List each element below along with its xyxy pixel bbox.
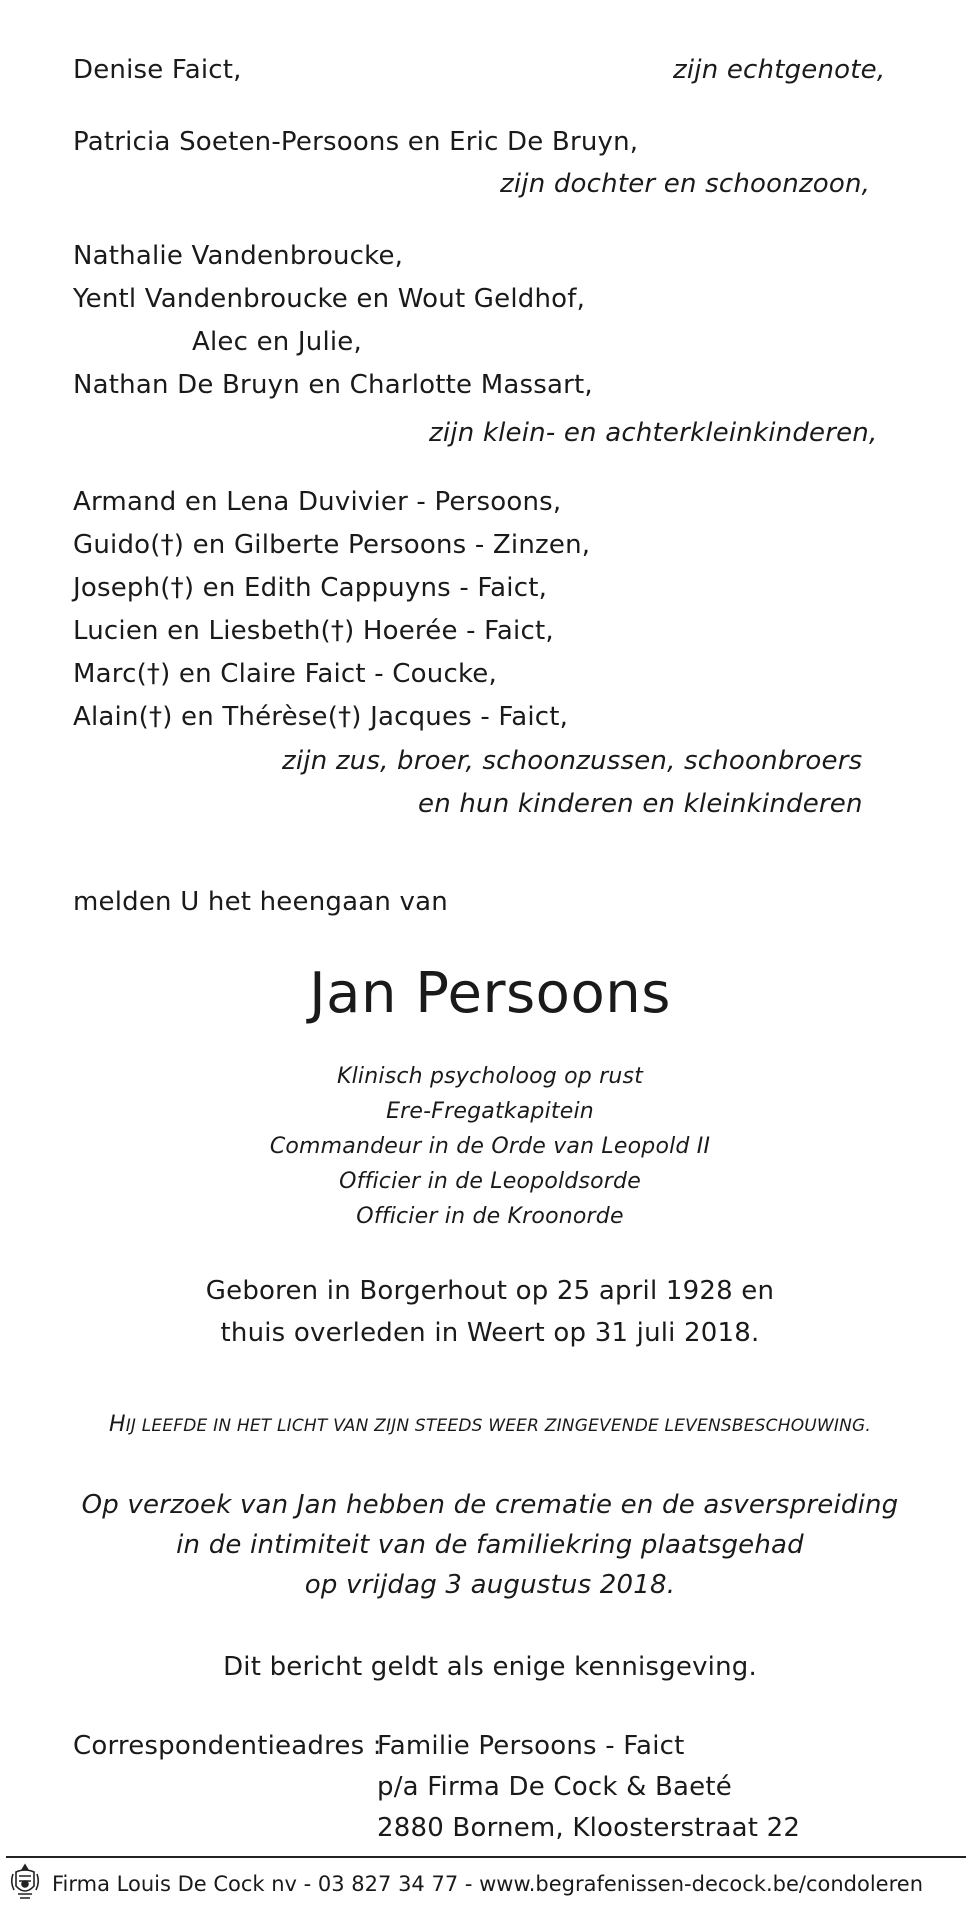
spouse-role: zijn echtgenote,: [673, 55, 886, 85]
deceased-title: Officier in de Kroonorde: [356, 1204, 624, 1229]
correspondence-line: p/a Firma De Cock & Baeté: [377, 1772, 732, 1802]
correspondence-label: Correspondentieadres :: [73, 1731, 382, 1761]
grandchild-line: Nathalie Vandenbroucke,: [73, 241, 404, 271]
sibling-line: Lucien en Liesbeth(†) Hoerée - Faict,: [73, 616, 554, 646]
siblings-role-line: zijn zus, broer, schoonzussen, schoonbroers: [282, 746, 863, 776]
footer-divider: [6, 1856, 966, 1858]
grandchild-line: Nathan De Bruyn en Charlotte Massart,: [73, 370, 593, 400]
notice-text: Dit bericht geldt als enige kennisgeving.: [223, 1652, 757, 1682]
siblings-role-line: en hun kinderen en kleinkinderen: [418, 789, 863, 819]
announcement-text: melden U het heengaan van: [73, 887, 448, 917]
cremation-line: in de intimiteit van de familiekring plaatsgehad: [176, 1530, 804, 1560]
motto-first-letter: H: [108, 1412, 126, 1437]
sibling-line: Armand en Lena Duvivier - Persoons,: [73, 487, 562, 517]
correspondence-line: Familie Persoons - Faict: [377, 1731, 685, 1761]
death-line: thuis overleden in Weert op 31 juli 2018.: [220, 1318, 760, 1348]
children-role: zijn dochter en schoonzoon,: [500, 169, 871, 199]
correspondence-line: 2880 Bornem, Kloosterstraat 22: [377, 1813, 801, 1843]
sibling-line: Alain(†) en Thérèse(†) Jacques - Faict,: [73, 702, 569, 732]
children-names: Patricia Soeten-Persoons en Eric De Bruyn,: [73, 127, 639, 157]
grandchildren-role: zijn klein- en achterkleinkinderen,: [429, 418, 878, 448]
sibling-line: Guido(†) en Gilberte Persoons - Zinzen,: [73, 530, 591, 560]
deceased-name: Jan Persoons: [309, 961, 671, 1026]
deceased-title: Klinisch psycholoog op rust: [336, 1064, 644, 1089]
funeral-home-crest-icon: [8, 1862, 42, 1904]
motto: [0, 1414, 980, 1436]
cremation-line: op vrijdag 3 augustus 2018.: [304, 1570, 676, 1600]
deceased-title: Ere-Fregatkapitein: [386, 1099, 594, 1124]
sibling-line: Marc(†) en Claire Faict - Coucke,: [73, 659, 497, 689]
motto-rest: IJ LEEFDE IN HET LICHT VAN ZIJN STEEDS WEER ZINGEVENDE LEVENSBESCHOUWING.: [125, 1416, 872, 1436]
grandchild-line: Alec en Julie,: [192, 327, 362, 357]
sibling-line: Joseph(†) en Edith Cappuyns - Faict,: [73, 573, 548, 603]
footer-contact: Firma Louis De Cock nv - 03 827 34 77 - www.begrafenissen-decock.be/condoleren: [52, 1872, 924, 1896]
deceased-title: Officier in de Leopoldsorde: [339, 1169, 641, 1194]
grandchild-line: Yentl Vandenbroucke en Wout Geldhof,: [73, 284, 586, 314]
cremation-line: Op verzoek van Jan hebben de crematie en de asverspreiding: [81, 1490, 899, 1520]
birth-line: Geboren in Borgerhout op 25 april 1928 en: [205, 1276, 775, 1306]
deceased-title: Commandeur in de Orde van Leopold II: [269, 1134, 711, 1159]
spouse-name: Denise Faict,: [73, 55, 242, 85]
